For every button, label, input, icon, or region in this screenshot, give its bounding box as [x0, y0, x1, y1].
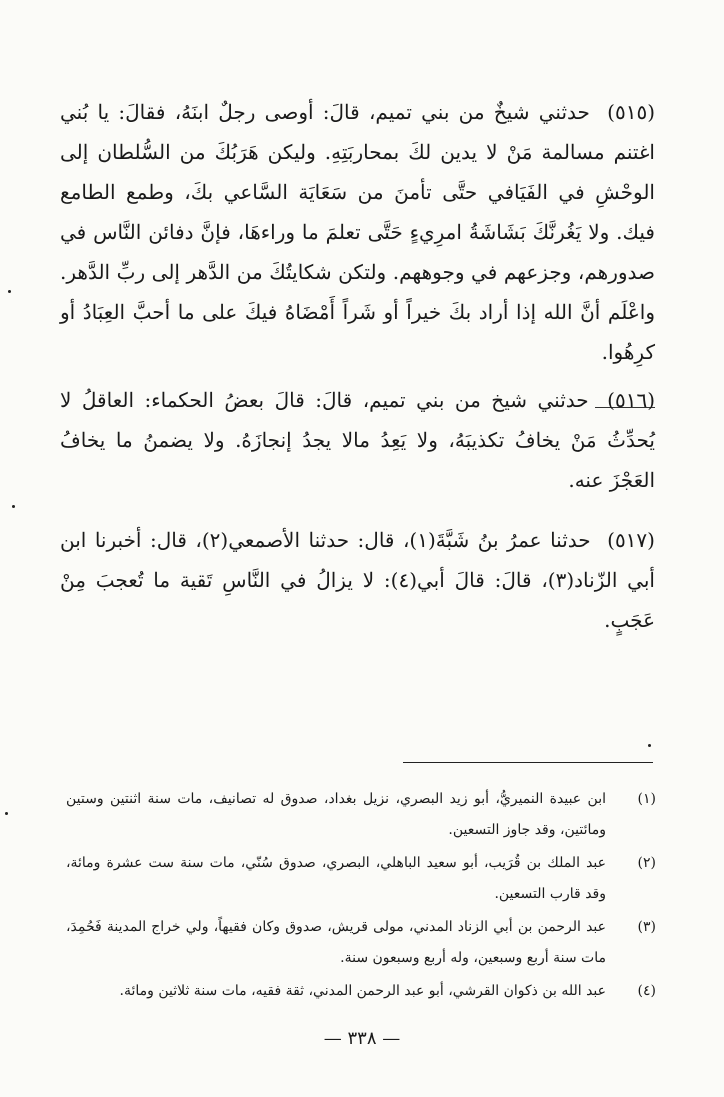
footnote-2	[66, 848, 656, 910]
footnote-number: (٤)	[637, 983, 656, 999]
entry-text: حدثني شيخٌ من بني تميم، قالَ: أوصى رجلٌ ابنَهُ، فقالَ: يا بُني اغتنم مسالمة مَنْ لا يدين لكَ بمحاربَتِهِ. وليكن هَرَبُكَ من السُّلطان إلى الوحْشِ في الفَيَافي حتَّى تأمنَ من سَعَايَة السَّاعي بكَ، وطمع الطامع فيك. ولا يَغُرنَّكَ بَشَاشَةُ امرِيءٍ حَتَّى تعلمَ ما وراءهَا، فإنَّ دفائن النَّاس في صدورهم، وجزعهم في وجوههم. ولتكن شكايتُكَ من الدَّهر إلى ربِّ الدَّهر. واعْلَم أنَّ الله إذا أراد بكَ خيراً أو شَراً أَمْضَاهُ فيكَ على ما أحبَّ العِبَادُ أو كرِهُوا.	[60, 100, 655, 364]
scan-speck	[5, 812, 8, 815]
footnote-3	[66, 912, 656, 974]
entry-number: (٥١٥)	[607, 100, 655, 124]
narration-entry-516	[60, 380, 655, 500]
entry-number: (٥١٧)	[607, 528, 655, 552]
page-number: — ٣٣٨ —	[323, 1028, 401, 1049]
footnote-text: عبد الملك بن قُرَيب، أبو سعيد الباهلي، البصري، صدوق سُنّي، مات سنة ست عشرة ومائة، وقد قارب التسعين.	[66, 855, 606, 902]
footnote-number: (٢)	[637, 855, 656, 871]
footnotes	[66, 784, 656, 1009]
footnote-number: (١)	[637, 791, 656, 807]
scan-speck	[8, 290, 11, 293]
footnote-1	[66, 784, 656, 846]
entry-text: حدثني شيخ من بني تميم، قالَ: قالَ بعضُ الحكماء: العاقلُ لا يُحدِّثُ مَنْ يخافُ تكذيبَهُ، ولا يَعِدُ مالا يجدُ إنجازَهُ. ولا يضمنُ ما يخافُ العَجْزَ عنه.	[60, 388, 655, 492]
footnote-text: ابن عبيدة النميريُّ، أبو زيد البصري، نزيل بغداد، صدوق له تصانيف، مات سنة اثنتين وستين ومائتين، وقد جاوز التسعين.	[66, 791, 606, 838]
footnote-text: عبد الرحمن بن أبي الزناد المدني، مولى قريش، صدوق وكان فقيهاً، ولي خراج المدينة فَحُمِدَ، مات سنة أربع وسبعين، وله أربع وسبعون سنة.	[66, 919, 606, 966]
footnote-number: (٣)	[637, 919, 656, 935]
narration-entry-517	[60, 520, 655, 640]
entry-text: حدثنا عمرُ بنُ شَبَّةَ(١)، قال: حدثنا الأصمعي(٢)، قال: أخبرنا ابن أبي الزّناد(٣)، قالَ: قالَ أبي(٤): لا يزالُ في النَّاسِ تَقية ما تُعجبَ مِنْ عَجَبٍ.	[60, 528, 655, 632]
scan-speck	[12, 505, 15, 508]
footnote-divider	[403, 762, 653, 763]
narration-entry-515	[60, 92, 655, 372]
scan-speck	[648, 744, 651, 747]
footnote-text: عبد الله بن ذكوان القرشي، أبو عبد الرحمن المدني، ثقة فقيه، مات سنة ثلاثين ومائة.	[119, 983, 606, 999]
footnote-4	[66, 976, 656, 1007]
entry-number: (٥١٦)	[607, 388, 655, 412]
